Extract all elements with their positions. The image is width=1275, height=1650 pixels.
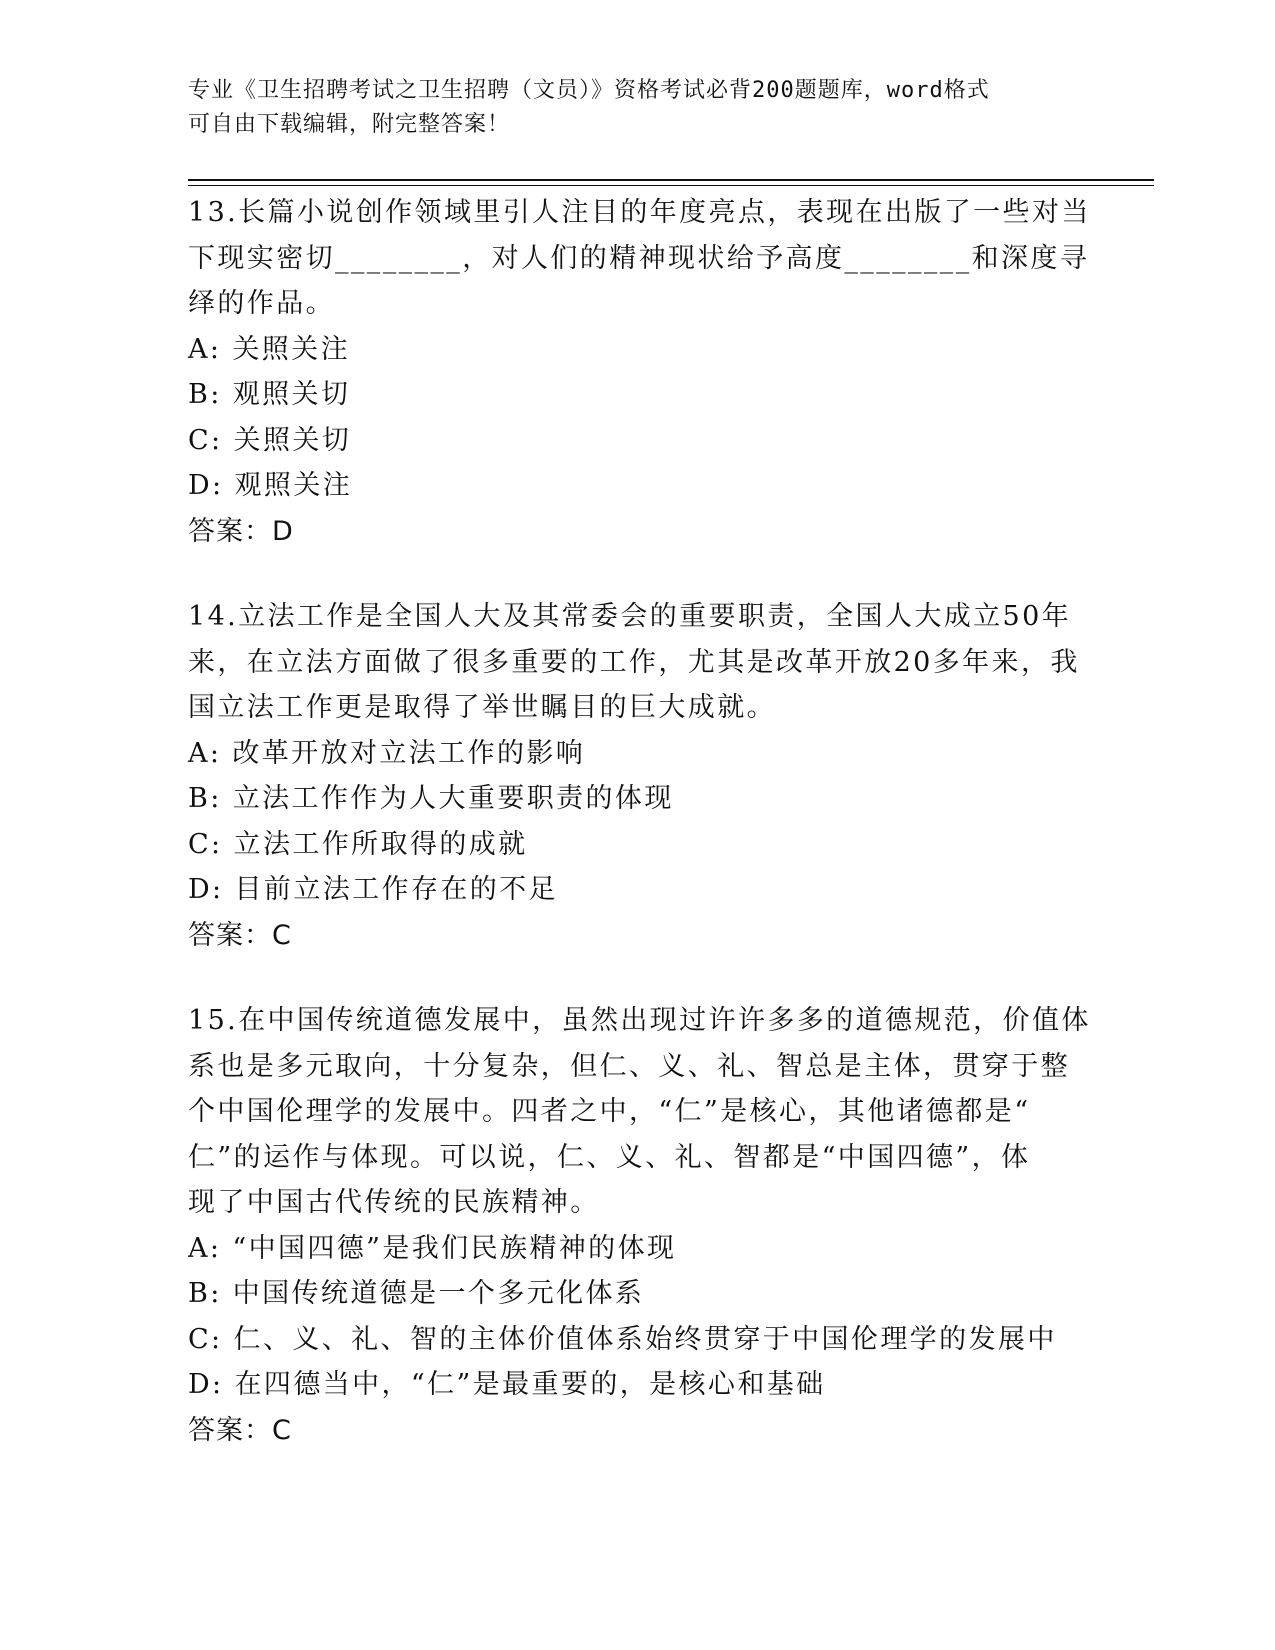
question-14-stem-line-1: 14.立法工作是全国人大及其常委会的重要职责，全国人大成立50年 (188, 601, 1072, 632)
question-13-option-a: A: 关照关注 (188, 333, 350, 365)
question-14-stem-line-2: 来，在立法方面做了很多重要的工作，尤其是改革开放20多年来，我 (188, 646, 1080, 678)
question-14-stem-line-3: 国立法工作更是取得了举世瞩目的巨大成就。 (188, 692, 776, 723)
question-13-option-b: B: 观照关切 (188, 379, 351, 410)
question-15-stem-line-5: 现了中国古代传统的民族精神。 (188, 1187, 600, 1218)
question-15-answer: 答案：C (188, 1414, 292, 1446)
document-header (188, 74, 1088, 142)
question-13-option-c: C: 关照关切 (188, 424, 352, 456)
question-15-stem-line-1: 15.在中国传统道德发展中，虽然出现过许许多多的道德规范，价值体 (188, 1005, 1091, 1036)
header-title-line-1: 专业《卫生招聘考试之卫生招聘（文员）》资格考试必背200题题库，word格式 (188, 78, 990, 103)
question-15 (188, 998, 1091, 1453)
question-15-option-c: C: 仁、义、礼、智的主体价值体系始终贯穿于中国伦理学的发展中 (188, 1323, 1057, 1355)
question-13-stem-line-3: 绎的作品。 (188, 288, 335, 319)
question-15-option-a: A: “中国四德”是我们民族精神的体现 (188, 1232, 677, 1264)
question-14 (188, 594, 1080, 958)
question-15-stem-line-3: 个中国伦理学的发展中。四者之中，“仁”是核心，其他诸德都是“ (188, 1096, 1031, 1127)
question-13-option-d: D: 观照关注 (188, 470, 353, 501)
question-15-option-d: D: 在四德当中，“仁”是最重要的，是核心和基础 (188, 1369, 826, 1400)
question-13-stem-line-2: 下现实密切________，对人们的精神现状给予高度________和深度寻 (188, 242, 1090, 274)
header-divider-thin (188, 185, 1154, 186)
question-13-answer: 答案：D (188, 515, 294, 547)
question-13-stem-line-1: 13.长篇小说创作领域里引人注目的年度亮点，表现在出版了一些对当 (188, 197, 1091, 228)
question-15-stem-line-4: 仁”的运作与体现。可以说，仁、义、礼、智都是“中国四德”，体 (188, 1141, 1031, 1173)
question-14-option-c: C: 立法工作所取得的成就 (188, 828, 528, 860)
question-14-option-b: B: 立法工作作为人大重要职责的体现 (188, 783, 674, 814)
question-14-option-d: D: 目前立法工作存在的不足 (188, 874, 558, 905)
header-title-line-2: 可自由下载编辑，附完整答案！ (188, 112, 511, 137)
header-divider-thick (188, 179, 1154, 181)
question-15-stem-line-2: 系也是多元取向，十分复杂，但仁、义、礼、智总是主体，贯穿于整 (188, 1050, 1070, 1082)
question-14-answer: 答案：C (188, 919, 292, 951)
question-13 (188, 190, 1091, 554)
question-15-option-b: B: 中国传统道德是一个多元化体系 (188, 1278, 645, 1309)
question-14-option-a: A: 改革开放对立法工作的影响 (188, 737, 586, 769)
